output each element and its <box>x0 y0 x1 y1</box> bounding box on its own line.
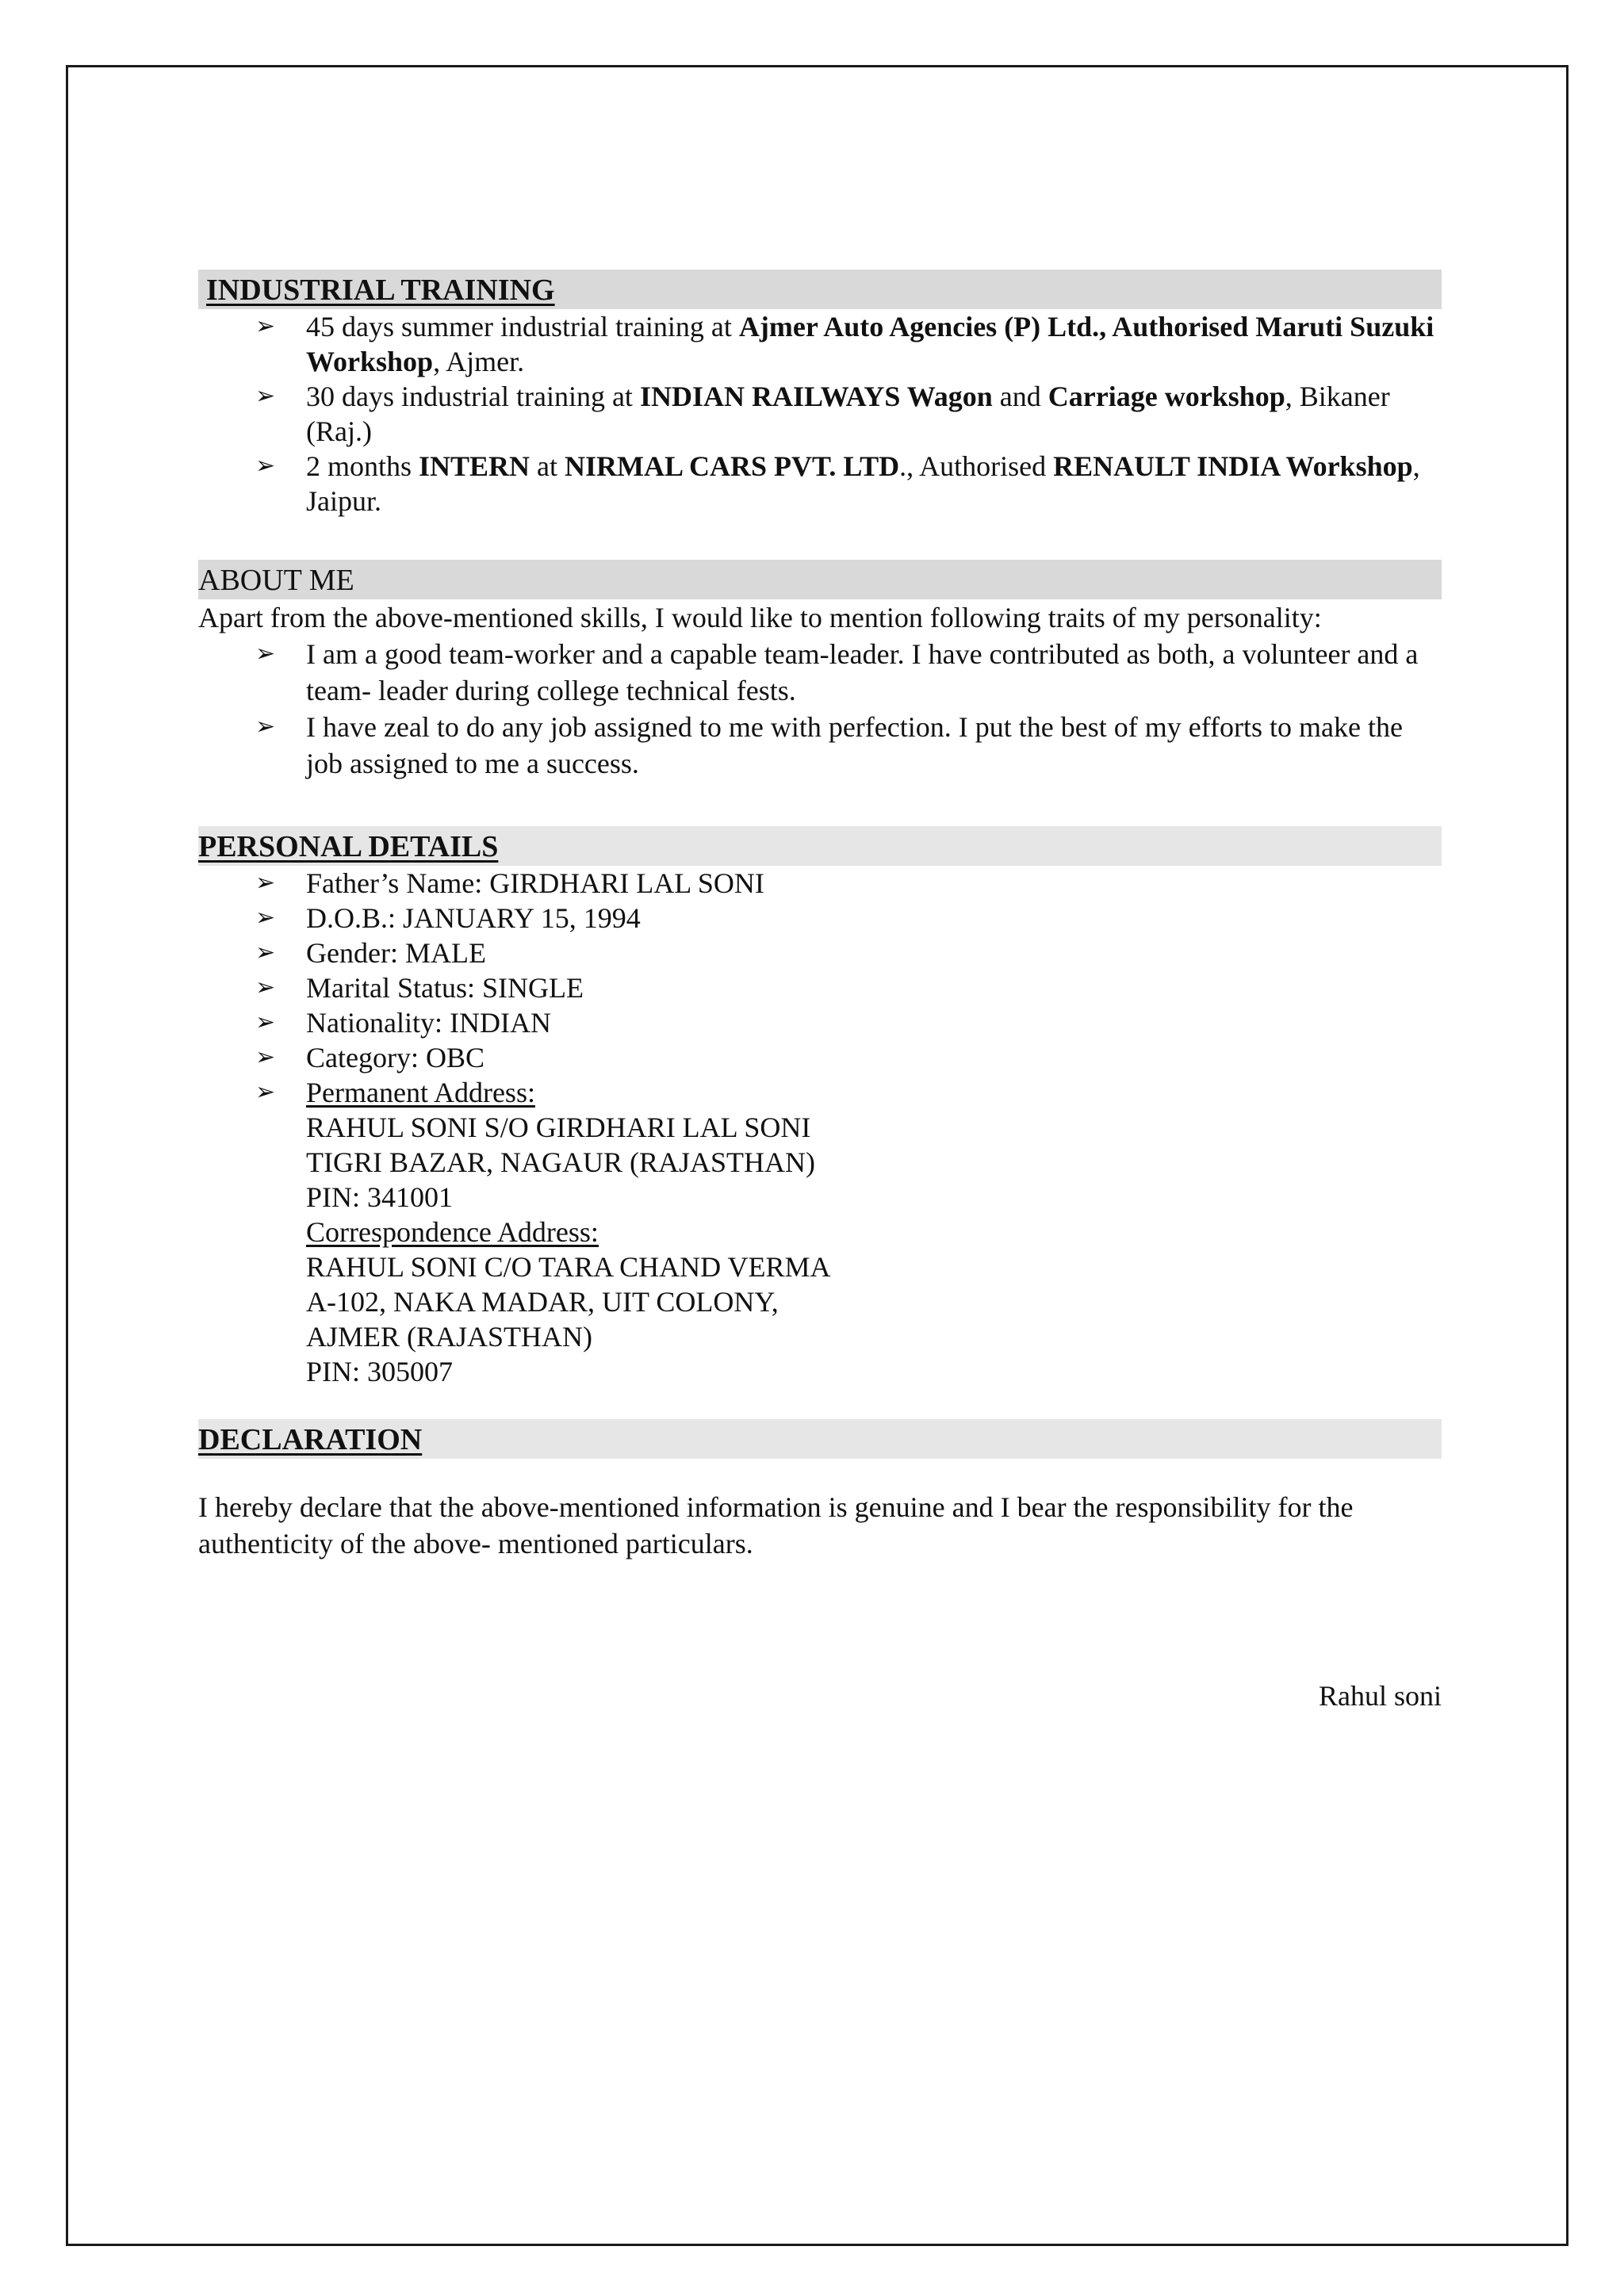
correspondence-address-line: PIN: 305007 <box>306 1356 454 1387</box>
training-text: ., Authorised <box>899 450 1054 482</box>
training-text: , Ajmer. <box>433 346 525 377</box>
section-header-training <box>198 270 1442 309</box>
personal-list <box>198 866 1442 1110</box>
correspondence-address-label: Correspondence Address: <box>306 1216 599 1248</box>
list-item <box>198 1040 1442 1075</box>
correspondence-address-line: RAHUL SONI C/O TARA CHAND VERMA <box>306 1251 831 1283</box>
training-company: INDIAN RAILWAYS Wagon <box>639 381 993 412</box>
permanent-address-line: PIN: 341001 <box>306 1181 454 1213</box>
arrow-bullet-icon: ➢ <box>255 312 276 340</box>
permanent-address-line: RAHUL SONI S/O GIRDHARI LAL SONI <box>306 1112 811 1143</box>
training-role: INTERN <box>419 450 530 482</box>
correspondence-address-label-row <box>198 1215 1442 1249</box>
list-item <box>198 449 1442 519</box>
correspondence-address-line: AJMER (RAJASTHAN) <box>306 1321 593 1353</box>
personal-heading: PERSONAL DETAILS <box>198 830 499 863</box>
list-item <box>198 936 1442 970</box>
list-item <box>198 866 1442 901</box>
signature-name: Rahul soni <box>1318 1680 1442 1712</box>
training-company: Carriage workshop <box>1048 381 1285 412</box>
arrow-bullet-icon: ➢ <box>255 640 276 668</box>
arrow-bullet-icon: ➢ <box>255 1008 276 1036</box>
list-item <box>198 1075 1442 1110</box>
training-text: at <box>530 450 565 482</box>
arrow-bullet-icon: ➢ <box>255 382 276 410</box>
training-text: , Jaipur. <box>306 450 1420 517</box>
about-trait: I have zeal to do any job assigned to me with perfection. I put the best of my efforts to make the job assigned to me a success. <box>306 711 1403 779</box>
list-item <box>198 1005 1442 1040</box>
training-text: , Bikaner (Raj.) <box>306 381 1390 447</box>
permanent-address-label: Permanent Address: <box>306 1077 535 1108</box>
arrow-bullet-icon: ➢ <box>255 904 276 932</box>
training-heading: INDUSTRIAL TRAINING <box>206 274 555 307</box>
about-trait: I am a good team-worker and a capable team-leader. I have contributed as both, a volunteer and a team- leader during college technical fests. <box>306 638 1419 706</box>
list-item <box>198 709 1442 782</box>
training-text: and <box>992 381 1048 412</box>
personal-detail: Father’s Name: GIRDHARI LAL SONI <box>306 867 764 899</box>
arrow-bullet-icon: ➢ <box>255 939 276 966</box>
arrow-bullet-icon: ➢ <box>255 713 276 740</box>
training-company: NIRMAL CARS PVT. LTD <box>565 450 900 482</box>
section-header-about <box>198 560 1442 599</box>
personal-detail: Nationality: INDIAN <box>306 1007 551 1039</box>
declaration-heading: DECLARATION <box>198 1423 423 1456</box>
personal-detail: Category: OBC <box>306 1042 485 1073</box>
arrow-bullet-icon: ➢ <box>255 1043 276 1071</box>
arrow-bullet-icon: ➢ <box>255 869 276 897</box>
list-item <box>198 379 1442 449</box>
list-item <box>198 901 1442 936</box>
list-item <box>198 970 1442 1005</box>
section-header-personal <box>198 826 1442 866</box>
about-heading: ABOUT ME <box>198 564 354 597</box>
training-text: 30 days industrial training at <box>306 381 640 412</box>
declaration-text: I hereby declare that the above-mentioned information is genuine and I bear the responsibility for the authenticity of the above- mentioned particulars. <box>198 1491 1354 1559</box>
training-text: 45 days summer industrial training at <box>306 311 739 342</box>
list-item <box>198 636 1442 709</box>
about-intro: Apart from the above-mentioned skills, I would like to mention following traits of my personality: <box>198 602 1322 633</box>
training-list <box>198 309 1442 519</box>
correspondence-address-line: A-102, NAKA MADAR, UIT COLONY, <box>306 1286 779 1318</box>
resume-content <box>198 270 1442 1562</box>
training-company: Ajmer Auto Agencies (P) Ltd., Authorised Maruti Suzuki Workshop <box>306 311 1434 377</box>
arrow-bullet-icon: ➢ <box>255 1078 276 1106</box>
section-header-declaration <box>198 1419 1442 1459</box>
about-list <box>198 636 1442 782</box>
arrow-bullet-icon: ➢ <box>255 452 276 480</box>
list-item <box>198 309 1442 379</box>
permanent-address-line: TIGRI BAZAR, NAGAUR (RAJASTHAN) <box>306 1146 815 1178</box>
arrow-bullet-icon: ➢ <box>255 974 276 1001</box>
personal-detail: Marital Status: SINGLE <box>306 972 584 1004</box>
personal-detail: Gender: MALE <box>306 937 486 969</box>
training-text: 2 months <box>306 450 419 482</box>
personal-detail: D.O.B.: JANUARY 15, 1994 <box>306 902 641 934</box>
training-company: RENAULT INDIA Workshop <box>1053 450 1413 482</box>
